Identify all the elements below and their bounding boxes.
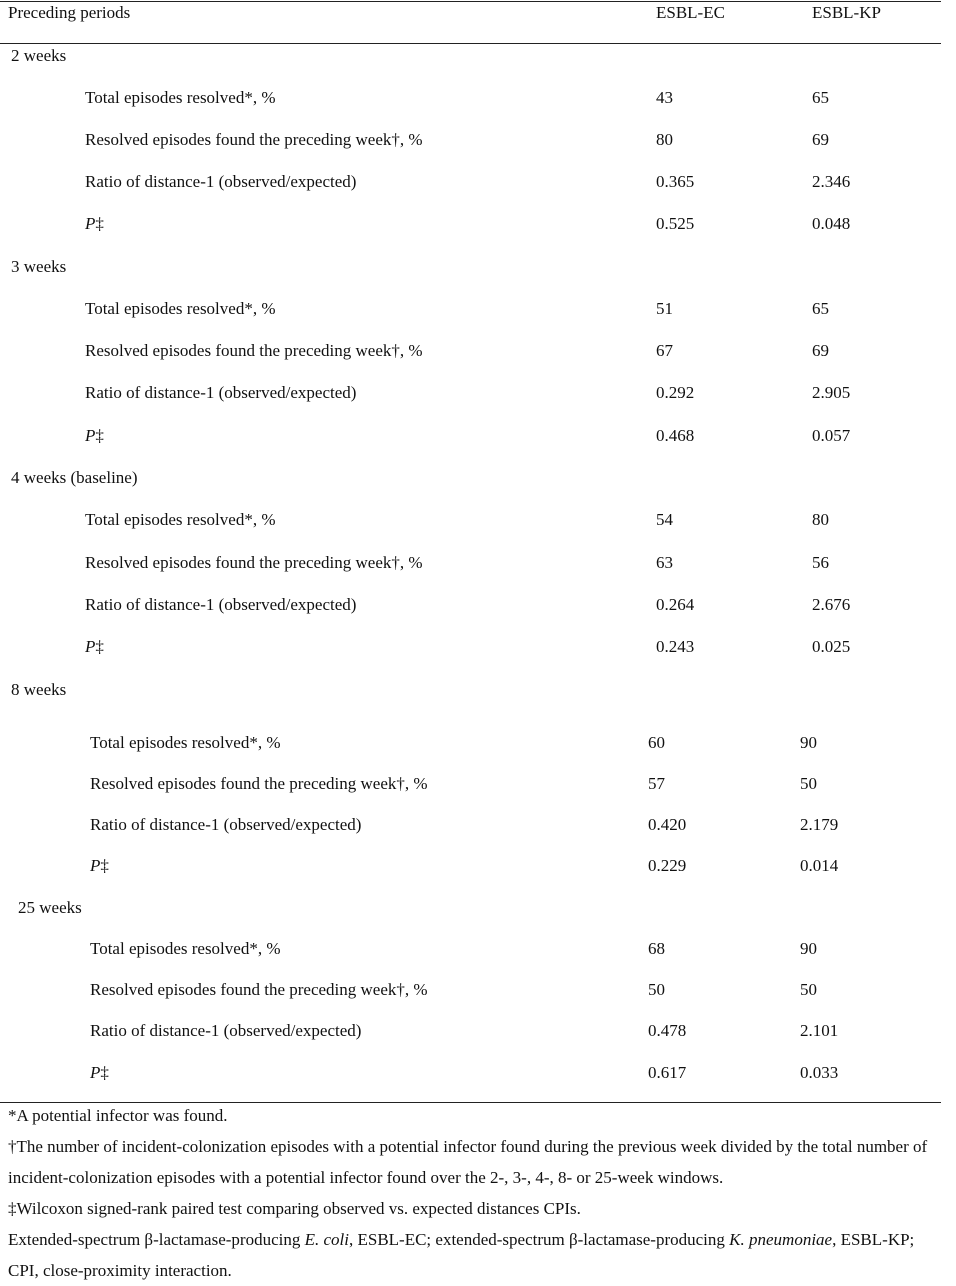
row-label: Resolved episodes found the preceding week†, %: [90, 774, 428, 793]
cell-esbl-kp: 2.179: [800, 815, 839, 834]
row-label: Resolved episodes found the preceding week†, %: [85, 341, 423, 360]
cell-esbl-kp: 0.033: [800, 1063, 839, 1082]
cell-esbl-ec: 80: [656, 130, 673, 149]
cell-esbl-ec: 63: [656, 553, 673, 572]
row-label: Total episodes resolved*, %: [85, 510, 276, 529]
header-esbl-kp: ESBL-KP: [812, 3, 881, 22]
cell-esbl-ec: 0.229: [648, 856, 687, 875]
cell-esbl-kp: 0.057: [812, 426, 851, 445]
row-label: Total episodes resolved*, %: [90, 733, 281, 752]
row-label-p: P‡: [85, 637, 104, 656]
cell-esbl-ec: 0.292: [656, 383, 695, 402]
group-label: 8 weeks: [11, 680, 67, 699]
cell-esbl-kp: 0.048: [812, 214, 851, 233]
cell-esbl-ec: 68: [648, 939, 665, 958]
row-label: Resolved episodes found the preceding week†, %: [85, 130, 423, 149]
row-label: Total episodes resolved*, %: [90, 939, 281, 958]
row-label-p: P‡: [85, 426, 104, 445]
footnote-dagger: †The number of incident-colonization episodes with a potential infector found during the previous week divided by the total number of incident-colonization episodes with a potential infector found over the 2-, 3-, 4-, 8- or 25-week windows.: [8, 1137, 928, 1187]
cell-esbl-ec: 54: [656, 510, 673, 529]
cell-esbl-ec: 0.525: [656, 214, 695, 233]
cell-esbl-ec: 0.468: [656, 426, 695, 445]
row-label: Ratio of distance-1 (observed/expected): [90, 815, 362, 834]
cell-esbl-ec: 43: [656, 88, 673, 107]
cell-esbl-ec: 0.478: [648, 1021, 687, 1040]
cell-esbl-kp: 0.025: [812, 637, 851, 656]
group-label: 25 weeks: [18, 898, 82, 917]
cell-esbl-kp: 65: [812, 299, 829, 318]
cell-esbl-kp: 0.014: [800, 856, 839, 875]
cell-esbl-kp: 50: [800, 774, 817, 793]
row-label-p: P‡: [90, 856, 109, 875]
cell-esbl-ec: 51: [656, 299, 673, 318]
cell-esbl-kp: 2.905: [812, 383, 851, 402]
cell-esbl-ec: 0.243: [656, 637, 695, 656]
cell-esbl-ec: 50: [648, 980, 665, 999]
row-label: Ratio of distance-1 (observed/expected): [85, 595, 357, 614]
row-label: Ratio of distance-1 (observed/expected): [85, 383, 357, 402]
row-label-p: P‡: [90, 1063, 109, 1082]
cell-esbl-ec: 57: [648, 774, 665, 793]
group-label: 2 weeks: [11, 46, 67, 65]
cell-esbl-kp: 65: [812, 88, 829, 107]
row-label: Ratio of distance-1 (observed/expected): [85, 172, 357, 191]
table-top-rule: [0, 1, 941, 2]
footnote-abbreviations: Extended-spectrum β-lactamase-producing E. coli, ESBL-EC; extended-spectrum β-lactamase-producing K. pneumoniae, ESBL-KP; CPI, close-proximity interaction.: [8, 1230, 915, 1280]
footnote-double-dagger: ‡Wilcoxon signed-rank paired test comparing observed vs. expected distances CPIs.: [8, 1199, 581, 1218]
row-label: Total episodes resolved*, %: [85, 88, 276, 107]
footnote-star: *A potential infector was found.: [8, 1106, 228, 1125]
cell-esbl-ec: 0.617: [648, 1063, 687, 1082]
cell-esbl-ec: 0.264: [656, 595, 695, 614]
cell-esbl-ec: 0.365: [656, 172, 695, 191]
cell-esbl-kp: 2.346: [812, 172, 851, 191]
cell-esbl-kp: 80: [812, 510, 829, 529]
cell-esbl-ec: 60: [648, 733, 665, 752]
header-preceding-periods: Preceding periods: [8, 3, 131, 22]
row-label: Resolved episodes found the preceding week†, %: [90, 980, 428, 999]
cell-esbl-kp: 50: [800, 980, 817, 999]
cell-esbl-kp: 2.101: [800, 1021, 839, 1040]
header-rule: [0, 43, 941, 44]
cell-esbl-kp: 90: [800, 733, 817, 752]
cell-esbl-kp: 90: [800, 939, 817, 958]
row-label: Resolved episodes found the preceding week†, %: [85, 553, 423, 572]
group-label: 3 weeks: [11, 257, 67, 276]
row-label: Total episodes resolved*, %: [85, 299, 276, 318]
cell-esbl-kp: 69: [812, 130, 829, 149]
cell-esbl-kp: 69: [812, 341, 829, 360]
cell-esbl-kp: 2.676: [812, 595, 851, 614]
cell-esbl-ec: 67: [656, 341, 673, 360]
group-label: 4 weeks (baseline): [11, 468, 138, 487]
row-label: Ratio of distance-1 (observed/expected): [90, 1021, 362, 1040]
cell-esbl-ec: 0.420: [648, 815, 687, 834]
cell-esbl-kp: 56: [812, 553, 829, 572]
row-label-p: P‡: [85, 214, 104, 233]
header-esbl-ec: ESBL-EC: [656, 3, 725, 22]
